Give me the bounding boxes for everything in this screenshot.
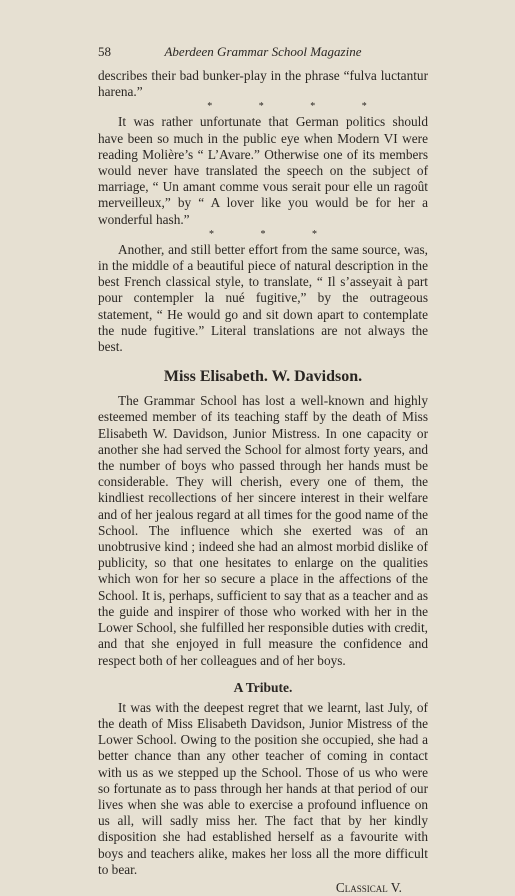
tribute-heading: A Tribute.	[233, 679, 293, 695]
paragraph-literal-translations: Another, and still better effort from the same source, was, in the middle of a beautiful piece of natural description in the best French classical style, to translate, “ Il s’asseyait à part pour contempler la nué fugitive,” by the outrageous statement, “ He would go and sit down apart to contemplate the nude fugitive.” Literal translations are not always the best.	[98, 241, 428, 355]
obituary-text: The Grammar School has lost a well-known and highly esteemed member of its teaching staff by the death of Miss Elisabeth W. Davidson, Junior Mistress. In one capacity or another she had served the School for almost forty years, and the number of boys who passed through her hands must be considerable. They will cherish, every one of them, the kindliest recollections of her sincere interest in their welfare and of her jealous regard at all times for the good name of the School. The influence which she exerted was of an unobtrusive kind ; indeed she had an almost morbid dislike of publicity, so that one hesitates to enlarge on the qualities which won for her so secure a place in the affections of the School. It is, perhaps, sufficient to say that as a teacher and as the guide and inspirer of those who worked with her in the Lower School, she fulfilled her responsible duties with credit, and that she enjoyed in full measure the confidence and respect both of her colleagues and of her boys.	[98, 393, 428, 668]
page-header	[98, 44, 428, 62]
page-number: 58	[98, 44, 111, 59]
running-title: Aberdeen Grammar School Magazine	[164, 44, 362, 59]
paragraph-continuation: describes their bad bunker-play in the phrase “fulva luctantur harena.”	[98, 68, 428, 100]
tribute-text: It was with the deepest regret that we learnt, last July, of the death of Miss Elisabeth Davidson, Junior Mistress of the Lower School. Owing to the position she occupied, she had a better chance than any other teacher of coming in contact with us as we stepped up the School. Those of us who were so fortunate as to pass through her hands at that period of our lives when she was able to exercise a profound influence on us all, will sadly miss her. The fact that by her kindly disposition she had established herself as a favourite with boys and teachers alike, makes her loss all the more difficult to bear.	[98, 699, 428, 877]
obituary-heading: Miss Elisabeth. W. Davidson.	[163, 368, 363, 386]
section-separator: * * *	[209, 228, 339, 240]
tribute-signature: Classical V.	[335, 879, 402, 895]
paragraph-lavare: It was rather unfortunate that German politics should have been so much in the public eye when Modern VI were reading Molière’s “ L’Avare.” Otherwise one of its members would never have translated the speech on the subject of marriage, “ Un amant comme vous serait pour elle un ragoût merveilleux,” by “ A lover like you would be for her a wonderful hash.”	[98, 114, 428, 227]
section-separator: * * * *	[207, 101, 389, 113]
page-body	[98, 68, 428, 896]
